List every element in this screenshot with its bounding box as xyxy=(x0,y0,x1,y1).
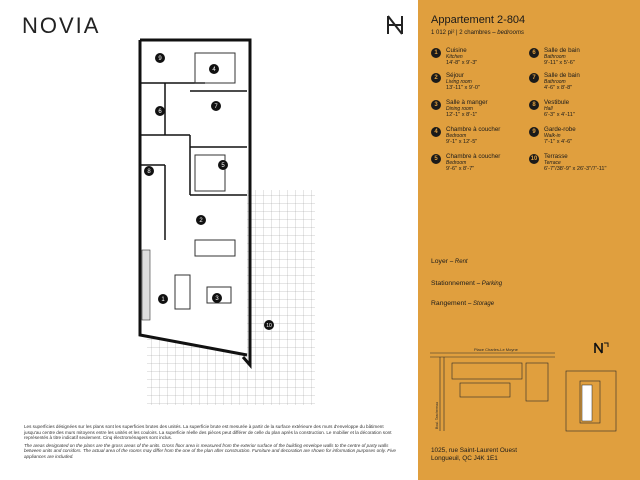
map-street-side: Boul. Taschereau xyxy=(435,402,439,429)
disclaimer xyxy=(24,424,400,460)
room-name-fr: Terrasse xyxy=(544,153,568,160)
svg-text:2: 2 xyxy=(199,218,203,224)
room-number-badge: 10 xyxy=(530,156,538,162)
address-line2: Longueuil, QC J4K 1E1 xyxy=(431,455,498,462)
room-name-en: Hall xyxy=(544,105,553,112)
room-name-en: Bathroom xyxy=(544,78,566,85)
room-name-fr: Séjour xyxy=(446,72,464,79)
apartment-summary xyxy=(431,30,524,36)
brand-logo: NOVIA xyxy=(22,13,101,38)
room-name-en: Bedroom xyxy=(446,159,467,166)
apartment-bedrooms: 2 chambres xyxy=(459,30,491,36)
room-dimensions: 6'-7"/38'-9" x 26'-3"/7'-11" xyxy=(544,166,607,173)
room-name-en: Dining room xyxy=(446,105,473,112)
room-name-fr: Chambre à coucher xyxy=(446,126,501,133)
property-address xyxy=(431,447,517,463)
room-number-badge: 5 xyxy=(431,154,441,164)
svg-text:6: 6 xyxy=(158,109,162,115)
plan-marker-3 xyxy=(212,293,222,303)
n-monogram-icon xyxy=(386,14,404,36)
rent-field: Loyer – Rent xyxy=(431,258,468,265)
parking-field: Stationnement – Parking xyxy=(431,280,503,287)
plan-marker-6 xyxy=(155,106,165,116)
svg-text:5: 5 xyxy=(221,163,225,169)
svg-text:4: 4 xyxy=(212,67,216,73)
plan-marker-7 xyxy=(211,101,221,111)
svg-text:3: 3 xyxy=(215,296,219,302)
room-number-badge: 4 xyxy=(431,127,441,137)
svg-text:10: 10 xyxy=(266,323,272,329)
plan-marker-10 xyxy=(264,320,274,330)
room-name-fr: Salle de bain xyxy=(544,72,580,79)
room-number-badge: 7 xyxy=(529,73,539,83)
disclaimer-en: The areas designated on the plans are the gross areas of the units. Gross floor area is measured from the exterior surface of the building envelope walls to the centre of party walls between units and corridors. The actual area of the rooms may differ from the one of the plan after construction. Furniture and decoration are shown for information purposes only. Five appliances are included. xyxy=(24,442,396,459)
plan-marker-1 xyxy=(158,294,168,304)
disclaimer-fr: Les superficies désignées sur les plans sont les superficies brutes des unités. La superficie brute est mesurée à partir de la surface extérieure des murs d'enveloppe du bâtiment jusqu'au centre des murs mitoyens entre les unités et les couloirs. La superficie réelle des pièces peut différer de celle du plan après la construction. Le mobilier et la décoration sont représentés à titre indicatif seulement. Cinq électroménagers sont inclus. xyxy=(24,424,392,441)
room-dimensions: 7'-1" x 4'-6" xyxy=(544,139,573,146)
room-name-en: Living room xyxy=(446,78,472,85)
map-street-top: Place Charles-Le Moyne xyxy=(474,347,518,352)
address-line1: 1025, rue Saint-Laurent Ouest xyxy=(431,447,517,454)
floor-plan xyxy=(135,35,315,405)
room-dimensions: 4'-6" x 8'-8" xyxy=(544,85,573,92)
room-dimensions: 14'-8" x 9'-3" xyxy=(446,60,478,67)
plan-marker-2 xyxy=(196,215,206,225)
room-number-badge: 9 xyxy=(529,127,539,137)
svg-text:8: 8 xyxy=(147,169,151,175)
apartment-area: 1 012 pi² xyxy=(431,30,455,36)
storage-field: Rangement – Storage xyxy=(431,300,495,307)
plan-marker-5 xyxy=(218,160,228,170)
room-name-en: Terrace xyxy=(544,159,561,166)
room-name-fr: Vestibule xyxy=(544,99,570,106)
room-name-fr: Cuisine xyxy=(446,47,467,54)
plan-marker-8 xyxy=(144,166,154,176)
room-number-badge: 6 xyxy=(529,48,539,58)
room-name-en: Kitchen xyxy=(446,53,463,60)
room-dimensions: 9'-11" x 5'-6" xyxy=(544,60,575,67)
svg-text:1: 1 xyxy=(161,297,165,303)
apartment-title: Appartement 2-804 xyxy=(431,14,526,26)
room-name-fr: Salle de bain xyxy=(544,47,580,54)
room-number-badge: 2 xyxy=(431,73,441,83)
room-dimensions: 9'-1" x 12'-5" xyxy=(446,139,478,146)
room-name-fr: Chambre à coucher xyxy=(446,153,501,160)
room-dimensions: 6'-3" x 4'-11" xyxy=(544,112,575,119)
room-number-badge: 3 xyxy=(431,100,441,110)
plan-marker-9 xyxy=(155,53,165,63)
room-name-en: Walk-in xyxy=(544,132,561,139)
svg-text:9: 9 xyxy=(158,56,162,62)
summary-separator: | xyxy=(456,30,458,36)
room-dimensions: 12'-1" x 8'-1" xyxy=(446,112,478,119)
room-dimensions: 9'-6" x 8'-7" xyxy=(446,166,475,173)
room-name-fr: Garde-robe xyxy=(544,126,576,133)
room-number-badge: 1 xyxy=(431,48,441,58)
plan-marker-4 xyxy=(209,64,219,74)
room-name-fr: Salle à manger xyxy=(446,99,488,106)
room-name-en: Bedroom xyxy=(446,132,467,139)
svg-text:7: 7 xyxy=(214,104,218,110)
apartment-bedrooms-en: – bedrooms xyxy=(492,30,524,36)
location-map xyxy=(430,341,620,441)
room-dimensions: 13'-11" x 9'-0" xyxy=(446,85,480,92)
room-number-badge: 8 xyxy=(529,100,539,110)
room-name-en: Bathroom xyxy=(544,53,566,60)
